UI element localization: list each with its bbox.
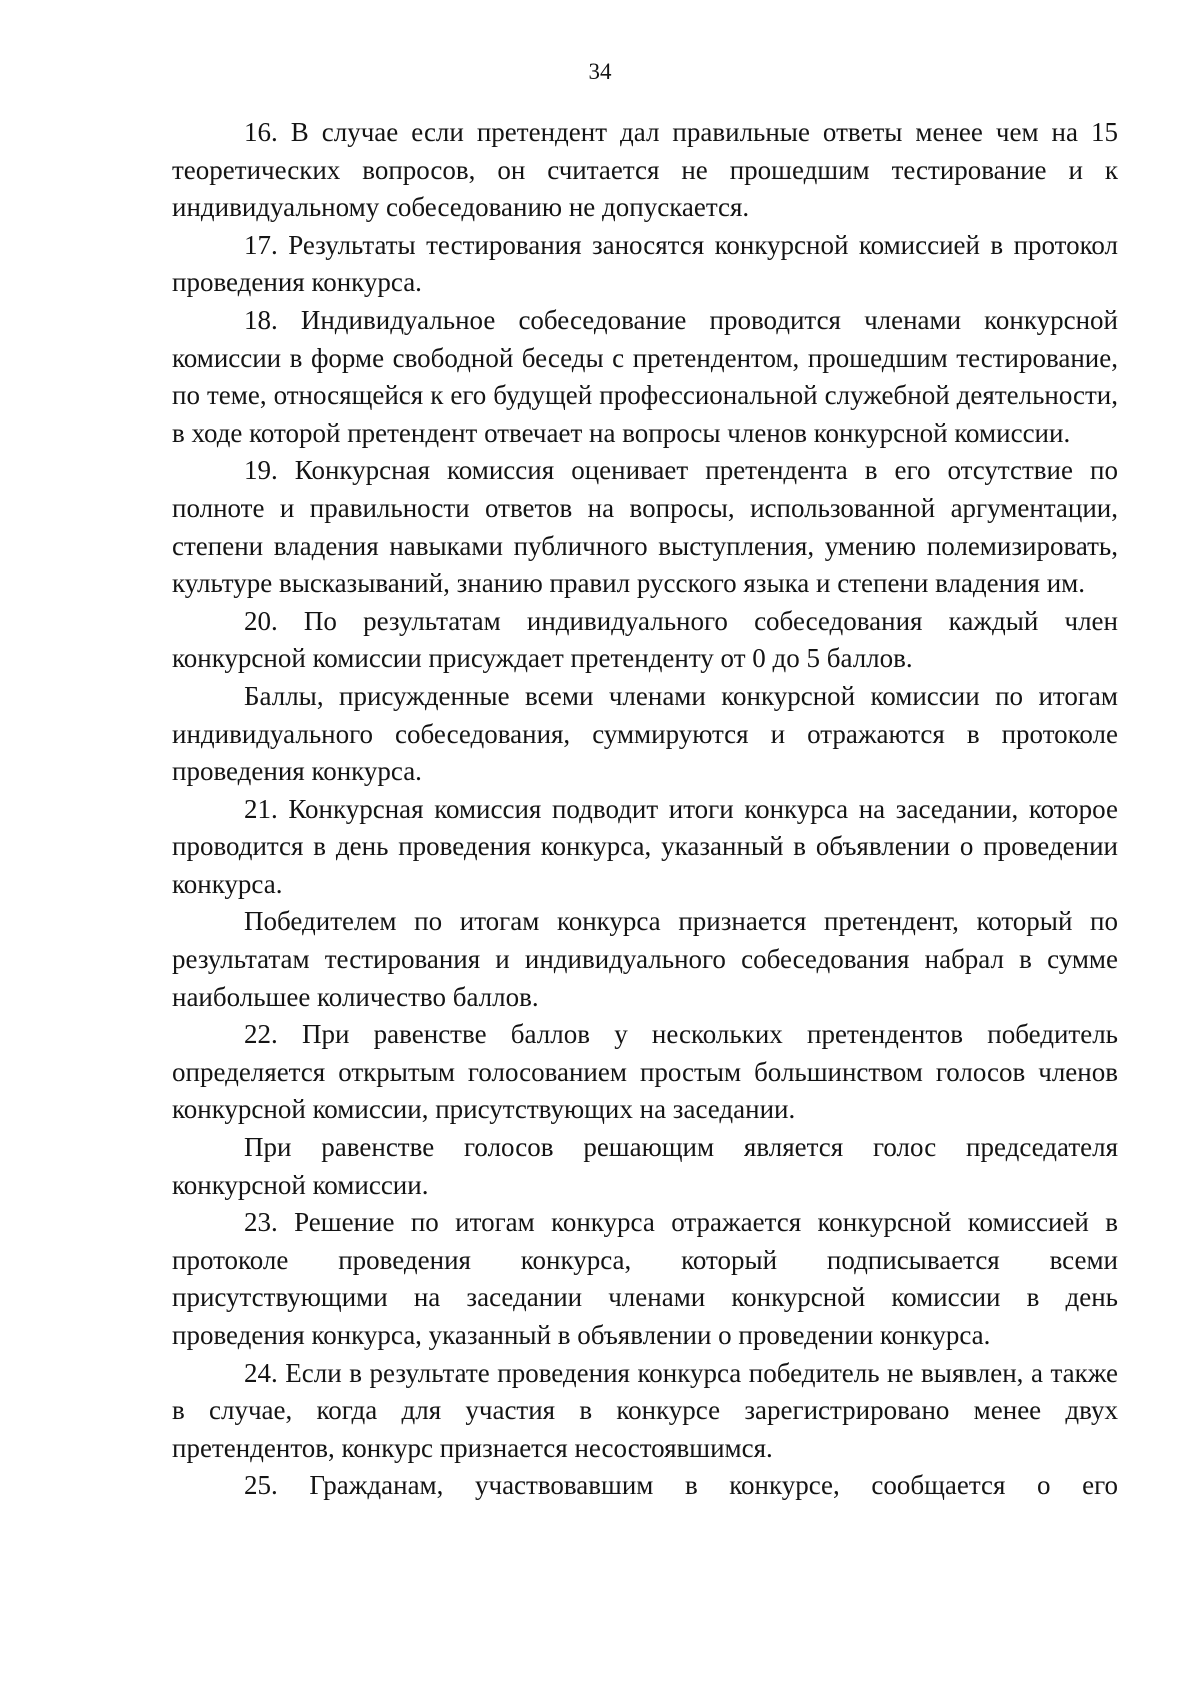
paragraph-20: 20. По результатам индивидуального собеседования каждый член конкурсной комиссии присуждает претенденту от 0 до 5 баллов.: [172, 605, 1118, 674]
paragraph-22-continued: При равенстве голосов решающим является голос председателя конкурсной комиссии.: [172, 1132, 1118, 1200]
paragraph-25: 25. Гражданам, участвовавшим в конкурсе, сообщается о его: [244, 1470, 1118, 1501]
paragraph-18: 18. Индивидуальное собеседование проводится членами конкурсной комиссии в форме свободной беседы с претендентом, прошедшим тестирование, по теме, относящейся к его будущей профессиональной служебной деятельности, в ходе которой претендент отвечает на вопросы членов конкурсной комиссии.: [172, 304, 1118, 448]
document-body: [172, 114, 1118, 1505]
paragraph-20-continued: Баллы, присужденные всеми членами конкурсной комиссии по итогам индивидуального собеседования, суммируются и отражаются в протоколе проведения конкурса.: [172, 680, 1118, 787]
paragraph-17: 17. Результаты тестирования заносятся конкурсной комиссией в протокол проведения конкурса.: [172, 229, 1118, 298]
paragraph-21: 21. Конкурсная комиссия подводит итоги конкурса на заседании, которое проводится в день проведения конкурса, указанный в объявлении о проведении конкурса.: [172, 793, 1118, 899]
paragraph-19: 19. Конкурсная комиссия оценивает претендента в его отсутствие по полноте и правильности ответов на вопросы, использованной аргументации, степени владения навыками публичного выступления, умению полемизировать, культуре высказываний, знанию правил русского языка и степени владения им.: [172, 455, 1118, 599]
paragraph-22: 22. При равенстве баллов у нескольких претендентов победитель определяется открытым голосованием простым большинством голосов членов конкурсной комиссии, присутствующих на заседании.: [172, 1019, 1118, 1125]
paragraph-24: 24. Если в результате проведения конкурса победитель не выявлен, а также в случае, когда для участия в конкурсе зарегистрировано менее двух претендентов, конкурс признается несостоявшимся.: [172, 1357, 1118, 1463]
paragraph-16: 16. В случае если претендент дал правильные ответы менее чем на 15 теоретических вопросов, он считается не прошедшим тестирование и к индивидуальному собеседованию не допускается.: [172, 117, 1118, 223]
paragraph-21-continued: Победителем по итогам конкурса признается претендент, который по результатам тестирования и индивидуального собеседования набрал в сумме наибольшее количество баллов.: [172, 906, 1118, 1012]
paragraph-23: 23. Решение по итогам конкурса отражается конкурсной комиссией в протоколе проведения конкурса, который подписывается всеми присутствующими на заседании членами конкурсной комиссии в день проведения конкурса, указанный в объявлении о проведении конкурса.: [172, 1207, 1118, 1350]
page-number: 34: [588, 59, 612, 84]
